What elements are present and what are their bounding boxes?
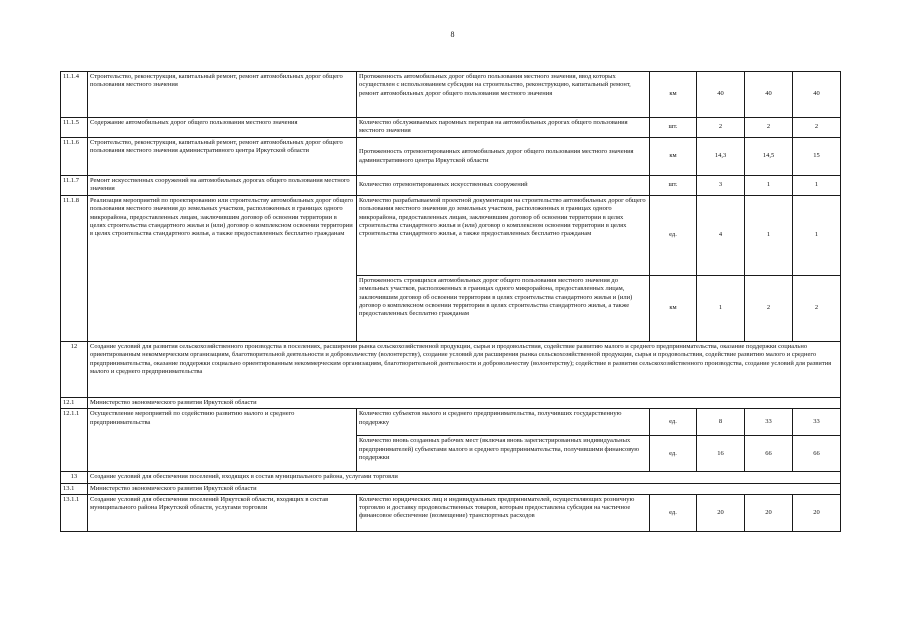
unit-cell: ед. [650,409,697,436]
table-row [61,72,841,118]
indicator-cell: Протяженность автомобильных дорог общего пользования местного значения, ввод которых осуществлен с использованием субсидии на строительство, реконструкцию, капитальный ремонт, ремонт автомобильных дорог общего пользования местного значения [357,72,650,118]
value-year3-cell: 2 [793,276,841,342]
value-year3-cell: 40 [793,72,841,118]
unit-cell: км [650,72,697,118]
row-number: 12.1.1 [61,409,88,472]
section-number: 13.1 [61,483,88,494]
value-year2-cell: 1 [745,176,793,196]
value-year2-cell: 66 [745,436,793,472]
value-year1-cell: 16 [697,436,745,472]
value-year3-cell: 33 [793,409,841,436]
indicators-table-container [60,71,840,532]
activity-cell: Реализация мероприятий по проектированию или строительству автомобильных дорог общего пользования местного значения до земельных участков, расположенных в границах одного микрорайона, предоставленных лицам, заключившим договор об освоении территории в целях строительства стандартного жилья и (или) договор о комплексном освоении территории в целях строительства стандартного жилья, а также предоставленных бесплатно гражданам [88,196,357,342]
value-year3-cell: 20 [793,494,841,531]
activity-cell: Создание условий для обеспечения поселений Иркутской области, входящих в состав муниципального района Иркутской области, услугами торговли [88,494,357,531]
value-year1-cell: 20 [697,494,745,531]
row-number: 11.1.6 [61,138,88,176]
unit-cell: ед. [650,494,697,531]
unit-cell: км [650,138,697,176]
unit-cell: ед. [650,196,697,276]
section-number: 13 [61,472,88,483]
value-year1-cell: 2 [697,118,745,138]
table-row [61,409,841,436]
unit-cell: шт. [650,118,697,138]
unit-cell: ед. [650,436,697,472]
unit-cell: шт. [650,176,697,196]
indicator-cell: Количество вновь созданных рабочих мест (включая вновь зарегистрированных индивидуальных предпринимателей) субъектами малого и среднего предпринимательства, получившими финансовую поддержки [357,436,650,472]
section-number: 12 [61,342,88,398]
activity-cell: Осуществление мероприятий по содействию развитию малого и среднего предпринимательства [88,409,357,472]
indicator-cell: Протяженность отремонтированных автомобильных дорог общего пользования местного значения административного центра Иркутской области [357,138,650,176]
value-year3-cell: 2 [793,118,841,138]
section-row [61,398,841,409]
value-year2-cell: 40 [745,72,793,118]
activity-cell: Содержание автомобильных дорог общего пользования местного значения [88,118,357,138]
section-title: Министерство экономического развития Иркутской области [88,398,841,409]
table-row [61,138,841,176]
value-year3-cell: 1 [793,196,841,276]
table-row [61,494,841,531]
row-number: 11.1.8 [61,196,88,342]
value-year2-cell: 14,5 [745,138,793,176]
indicators-table [60,71,841,532]
value-year1-cell: 40 [697,72,745,118]
indicator-cell: Количество субъектов малого и среднего предпринимательства, получивших государственную поддержку [357,409,650,436]
value-year1-cell: 1 [697,276,745,342]
activity-cell: Строительство, реконструкция, капитальный ремонт, ремонт автомобильных дорог общего пользования местного значения [88,72,357,118]
unit-cell: км [650,276,697,342]
activity-cell: Строительство, реконструкция, капитальный ремонт, ремонт автомобильных дорог общего пользования местного значения административного центра Иркутской области [88,138,357,176]
value-year1-cell: 8 [697,409,745,436]
indicator-cell: Протяженность строящихся автомобильных дорог общего пользования местного значения до земельных участков, расположенных в границах одного микрорайона, предоставленных лицам, заключившим договор об освоении территории в целях строительства стандартного жилья и (или) договор о комплексном освоении территории в целях строительства стандартного жилья, а также предоставленных бесплатно гражданам [357,276,650,342]
section-title: Министерство экономического развития Иркутской области [88,483,841,494]
value-year1-cell: 4 [697,196,745,276]
indicator-cell: Количество разрабатываемой проектной документации на строительство автомобильных дорог общего пользования местного значения до земельных участков, расположенных в границах одного микрорайона, предоставленных лицам, заключившим договор об освоении территории в целях строительства стандартного жилья и (или) договор о комплексном освоении территории в целях строительства стандартного жилья, а также предоставленных бесплатно гражданам [357,196,650,276]
page-number: 8 [450,30,455,39]
section-title: Создание условий для развития сельскохозяйственного производства в поселениях, расширения рынка сельскохозяйственной продукции, сырья и продовольствия, содействие развитию малого и среднего предпринимательства, оказание поддержки социально ориентированным некоммерческим организациям, благотворительной деятельности и добровольчеству (волонтерству), создание условий для расширения рынка сельскохозяйственной продукции, сырья и продовольствия, содействие развитию малого и среднего предпринимательства, оказание поддержки социально ориентированным некоммерческим организациям, благотворительной деятельности и добровольчеству (волонтерству); содействие в развитии сельскохозяйственного производства, создание условий для развития малого и среднего предпринимательства [88,342,841,398]
section-row [61,342,841,398]
row-number: 11.1.7 [61,176,88,196]
value-year1-cell: 3 [697,176,745,196]
value-year2-cell: 2 [745,276,793,342]
section-row [61,483,841,494]
value-year2-cell: 1 [745,196,793,276]
value-year2-cell: 20 [745,494,793,531]
value-year3-cell: 15 [793,138,841,176]
indicator-cell: Количество обслуживаемых паромных переправ на автомобильных дорогах общего пользования местного значения [357,118,650,138]
value-year3-cell: 1 [793,176,841,196]
indicator-cell: Количество юридических лиц и индивидуальных предпринимателей, осуществляющих розничную торговлю и доставку продовольственных товаров, которым предоставлена субсидия на частичное финансовое обеспечение (возмещение) транспортных расходов [357,494,650,531]
row-number: 11.1.4 [61,72,88,118]
section-row [61,472,841,483]
section-number: 12.1 [61,398,88,409]
section-title: Создание условий для обеспечения поселений, входящих в состав муниципального района, услугами торговли [88,472,841,483]
table-row [61,118,841,138]
value-year2-cell: 2 [745,118,793,138]
indicator-cell: Количество отремонтированных искусственных сооружений [357,176,650,196]
row-number: 13.1.1 [61,494,88,531]
table-row [61,176,841,196]
row-number: 11.1.5 [61,118,88,138]
table-row [61,196,841,276]
value-year2-cell: 33 [745,409,793,436]
value-year3-cell: 66 [793,436,841,472]
value-year1-cell: 14,3 [697,138,745,176]
activity-cell: Ремонт искусственных сооружений на автомобильных дорогах общего пользования местного значения [88,176,357,196]
